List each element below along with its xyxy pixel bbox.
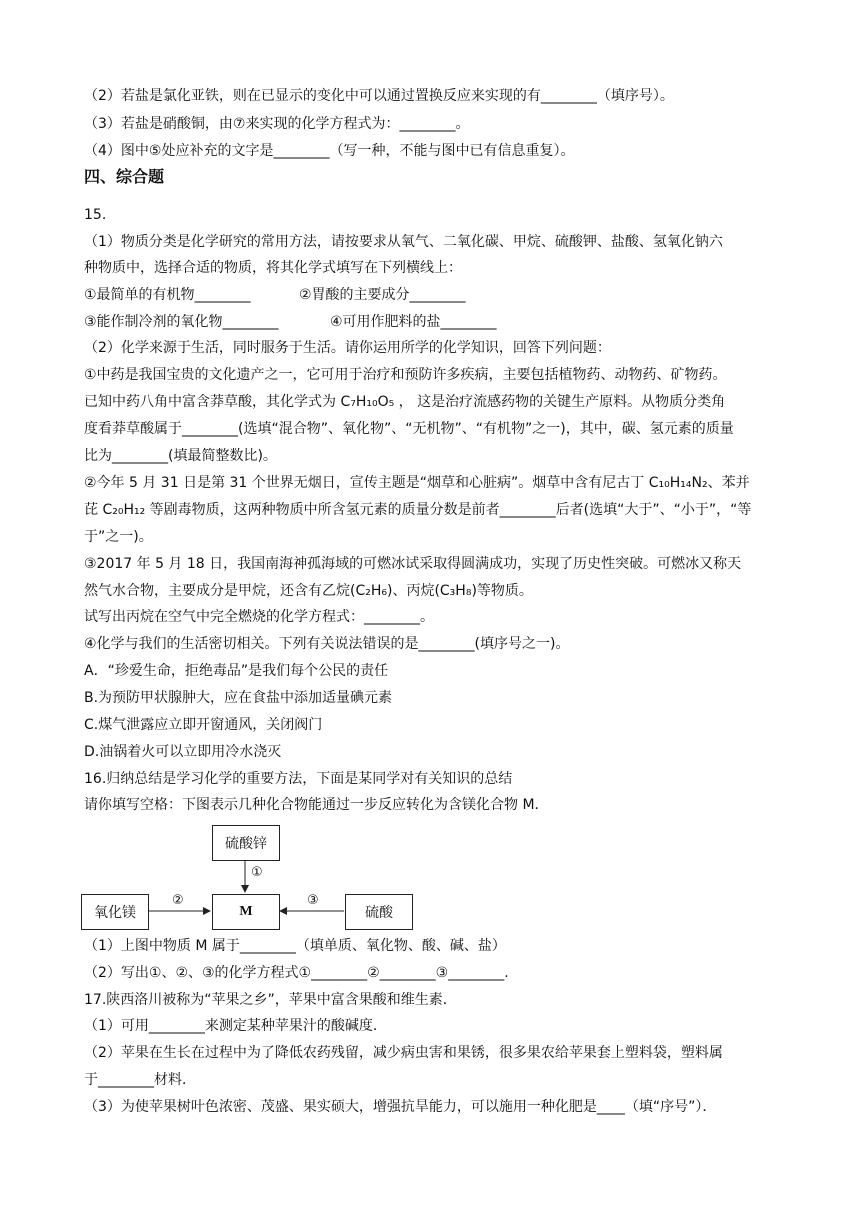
label-2: ② bbox=[172, 893, 184, 908]
q15-a-line2: 已知中药八角中富含莽草酸，其化学式为 C₇H₁₀O₅ ， 这是治疗流感药物的关键生产原料。从物质分类角 bbox=[84, 394, 726, 410]
q14-part3: （3）若盐是硝酸铜，由⑦来实现的化学方程式为：________。 bbox=[84, 116, 470, 132]
q15-number: 15. bbox=[84, 207, 107, 223]
q16-part1: （1）上图中物质 M 属于________（填单质、氧化物、酸、碱、盐） bbox=[84, 938, 506, 954]
q15-b-line2: 芘 C₂₀H₁₂ 等剧毒物质，这两种物质中所含氢元素的质量分数是前者________后者(选填“大于”、“小于”，“等 bbox=[84, 502, 752, 518]
box-zinc-sulfate: 硫酸锌 bbox=[212, 825, 280, 861]
q16-part2: （2）写出①、②、③的化学方程式①________②________③________. bbox=[84, 965, 509, 981]
q15-option-a: A．“珍爱生命，拒绝毒品”是我们每个公民的责任 bbox=[84, 663, 389, 679]
q15-c-line2: 然气水合物，主要成分是甲烷，还含有乙烷(C₂H₆)、丙烷(C₃H₈)等物质。 bbox=[84, 583, 533, 599]
box-m: M bbox=[212, 894, 280, 930]
q15-d-line1: ④化学与我们的生活密切相关。下列有关说法错误的是________(填序号之一)。 bbox=[84, 636, 570, 652]
q17-part2-line2: 于________材料． bbox=[84, 1072, 196, 1088]
q17-part3: （3）为使苹果树叶色浓密、茂盛、果实硕大，增强抗旱能力，可以施用一种化肥是____（填“序号”）． bbox=[84, 1099, 717, 1115]
q15-option-d: D.油锅着火可以立即用冷水浇灭 bbox=[84, 744, 282, 760]
q15-a-line3: 度看莽草酸属于________(选填“混合物”、氧化物”、“无机物”、“有机物”之一)，其中，碳、氢元素的质量 bbox=[84, 421, 734, 437]
label-3: ③ bbox=[307, 893, 319, 908]
q15-a-line4: 比为________(填最简整数比)。 bbox=[84, 448, 277, 464]
q15-option-b: B.为预防甲状腺肿大，应在食盐中添加适量碘元素 bbox=[84, 690, 393, 706]
box-magnesium-oxide: 氧化镁 bbox=[81, 894, 149, 930]
q16-line1: 16.归纳总结是学习化学的重要方法，下面是某同学对有关知识的总结 bbox=[84, 771, 513, 787]
q15-c-line1: ③2017 年 5 月 18 日，我国南海神孤海域的可燃冰试采取得圆满成功，实现了历史性突破。可燃冰又称天 bbox=[84, 556, 742, 572]
q17-part1: （1）可用________来测定某种苹果汁的酸碱度． bbox=[84, 1018, 387, 1034]
q15-intro-line2: 种物质中，选择合适的物质，将其化学式填写在下列横线上： bbox=[84, 260, 462, 276]
q15-option-c: C.煤气泄露应立即开窗通风，关闭阀门 bbox=[84, 717, 323, 733]
q15-c-line3: 试写出丙烷在空气中完全燃烧的化学方程式：________。 bbox=[84, 609, 434, 625]
q17-part2-line1: （2）苹果在生长在过程中为了降低农药残留，减少病虫害和果锈，很多果农给苹果套上塑料袋，塑料属 bbox=[84, 1045, 723, 1061]
q15-item4: ④可用作肥料的盐________ bbox=[330, 314, 497, 330]
q14-part2: （2）若盐是氯化亚铁，则在已显示的变化中可以通过置换反应来实现的有________（填序号）。 bbox=[84, 88, 674, 104]
label-1: ① bbox=[251, 865, 263, 880]
q15-b-line3: 于”之一)。 bbox=[84, 529, 153, 545]
box-sulfuric-acid: 硫酸 bbox=[345, 894, 413, 930]
q17-line1: 17.陕西洛川被称为“苹果之乡”，苹果中富含果酸和维生素． bbox=[84, 992, 457, 1008]
q15-b-line1: ②今年 5 月 31 日是第 31 个世界无烟日，宣传主题是“烟草和心脏病”。烟草中含有尼古丁 C₁₀H₁₄N₂、苯并 bbox=[84, 475, 750, 491]
q14-part4: （4）图中⑤处应补充的文字是________（写一种，不能与图中已有信息重复）。 bbox=[84, 143, 575, 159]
q15-intro-line1: （1）物质分类是化学研究的常用方法，请按要求从氧气、二氧化碳、甲烷、硫酸钾、盐酸、氢氧化钠六 bbox=[84, 234, 723, 250]
section-title: 四、综合题 bbox=[84, 167, 165, 186]
q15-item1: ①最简单的有机物________ bbox=[84, 287, 251, 303]
q15-a-line1: ①中药是我国宝贵的文化遗产之一，它可用于治疗和预防许多疾病，主要包括植物药、动物药、矿物药。 bbox=[84, 367, 727, 383]
q15-part2: （2）化学来源于生活，同时服务于生活。请你运用所学的化学知识，回答下列问题： bbox=[84, 340, 611, 356]
q15-item3: ③能作制冷剂的氧化物________ bbox=[84, 314, 279, 330]
q15-item2: ②胃酸的主要成分________ bbox=[299, 287, 466, 303]
q16-line2: 请你填写空格：下图表示几种化合物能通过一步反应转化为含镁化合物 M． bbox=[84, 797, 549, 813]
